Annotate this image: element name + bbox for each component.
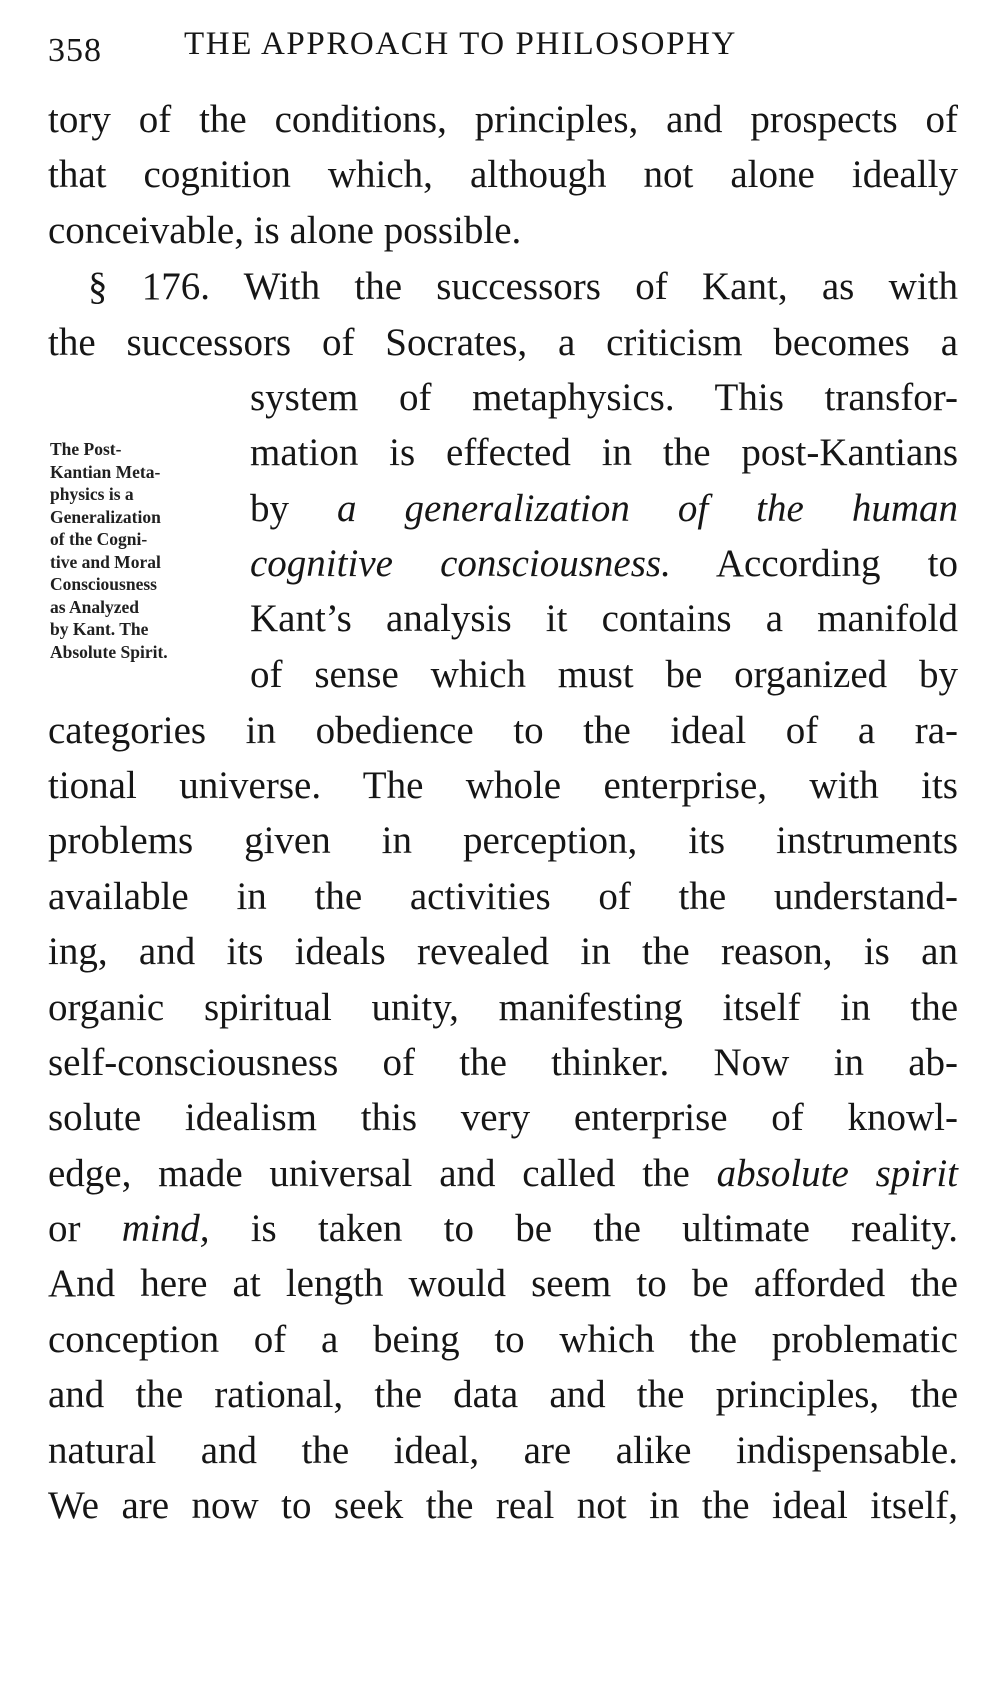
text-line: mation is effected in the post-Kantians	[250, 431, 958, 474]
text-line: And here at length would seem to be afforded the	[48, 1262, 958, 1305]
text-line: Kant’s analysis it contains a manifold	[250, 597, 958, 640]
text-line: and the rational, the data and the principles, the	[48, 1373, 958, 1416]
marginal-note-line: tive and Moral	[50, 551, 161, 572]
text-line: solute idealism this very enterprise of knowl-	[48, 1096, 958, 1139]
page-number: 358	[48, 32, 102, 69]
text-line: organic spiritual unity, manifesting itself in the	[48, 986, 958, 1029]
text-span: edge, made universal and called the	[48, 1152, 690, 1195]
paragraph-start-line: § 176. With the successors of Kant, as with	[88, 265, 958, 308]
text-line	[48, 1204, 958, 1254]
text-line: self-consciousness of the thinker. Now in ab-	[48, 1041, 958, 1084]
text-line	[250, 539, 958, 589]
text-line: We are now to seek the real not in the ideal itself,	[48, 1484, 958, 1527]
text-line: the successors of Socrates, a criticism becomes a	[48, 321, 958, 364]
marginal-note-line: as Analyzed	[50, 596, 139, 617]
italic-span: a generalization of the human	[337, 487, 959, 530]
marginal-note-line: of the Cogni-	[50, 529, 148, 549]
italic-span: mind,	[121, 1207, 210, 1250]
marginal-note-line: The Post-	[50, 439, 122, 459]
marginal-note	[50, 438, 230, 663]
text-line: that cognition which, although not alone ideally	[48, 153, 958, 196]
text-span: by	[250, 487, 289, 530]
text-line: categories in obedience to the ideal of a ra-	[48, 709, 958, 752]
marginal-note-line: physics is a	[50, 484, 134, 504]
text-line: system of metaphysics. This transfor-	[250, 376, 958, 419]
marginal-note-line: Kantian Meta-	[50, 461, 161, 482]
text-span: or	[48, 1207, 81, 1250]
page-header	[48, 26, 948, 76]
text-line: tory of the conditions, principles, and prospects of	[48, 98, 958, 141]
marginal-note-line: by Kant. The	[50, 619, 149, 639]
italic-span: cognitive consciousness.	[250, 542, 671, 585]
italic-span: absolute spirit	[716, 1152, 958, 1195]
marginal-note-line: Generalization	[50, 506, 161, 527]
running-title: THE APPROACH TO PHILOSOPHY	[184, 26, 737, 62]
text-line	[250, 484, 958, 534]
text-line: conceivable, is alone possible.	[48, 209, 522, 252]
text-span: According to	[715, 542, 958, 585]
text-line: tional universe. The whole enterprise, with its	[48, 764, 958, 807]
marginal-note-line: Absolute Spirit.	[50, 641, 168, 662]
text-line: natural and the ideal, are alike indispensable.	[48, 1429, 958, 1472]
text-line: problems given in perception, its instruments	[48, 819, 958, 862]
marginal-note-line: Consciousness	[50, 574, 157, 594]
text-line: of sense which must be organized by	[250, 653, 958, 696]
text-line: conception of a being to which the problematic	[48, 1318, 958, 1361]
text-line: available in the activities of the understand-	[48, 875, 958, 918]
text-span: is taken to be the ultimate reality.	[250, 1207, 959, 1250]
text-line: ing, and its ideals revealed in the reason, is an	[48, 930, 958, 973]
text-line	[48, 1149, 958, 1199]
